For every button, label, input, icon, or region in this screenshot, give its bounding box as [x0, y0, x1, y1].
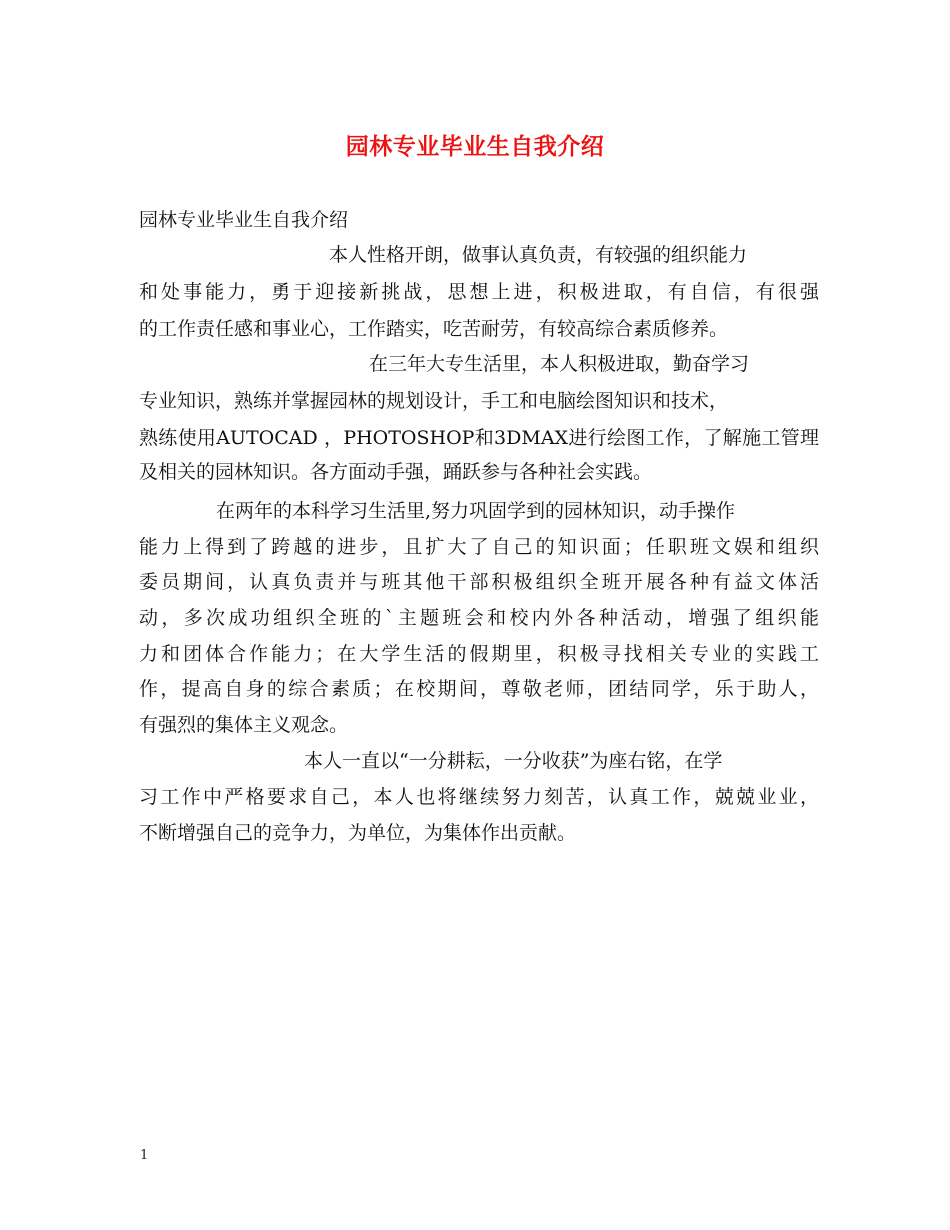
paragraph-line: 不断增强自己的竞争力，为单位，为集体作出贡献。 [139, 822, 577, 844]
paragraph-line: 有强烈的集体主义观念。 [139, 714, 349, 736]
paragraph-line: 的工作责任感和事业心，工作踏实，吃苦耐劳，有较高综合素质修养。 [139, 318, 729, 340]
paragraph-line: 专业知识，熟练并掌握园林的规划设计，手工和电脑绘图知识和技术， [139, 390, 729, 412]
paragraph-line: 委员期间，认真负责并与班其他干部积极组织全班开展各种有益文体活 [139, 571, 819, 593]
page-number: 1 [140, 1148, 149, 1163]
paragraph-line: 在两年的本科学习生活里,努力巩固学到的园林知识，动手操作 [216, 500, 736, 522]
paragraph-line: 本人一直以“一分耕耘，一分收获”为座右铭，在学 [304, 750, 723, 772]
paragraph-line: 能力上得到了跨越的进步，且扩大了自己的知识面；任职班文娱和组织 [139, 536, 819, 558]
paragraph-line: 和处事能力，勇于迎接新挑战，思想上进，积极进取，有自信，有很强 [139, 281, 819, 303]
paragraph-line: 熟练使用AUTOCAD ，PHOTOSHOP和3DMAX进行绘图工作，了解施工管理 [139, 427, 819, 449]
paragraph-line: 本人性格开朗，做事认真负责，有较强的组织能力 [329, 244, 748, 266]
paragraph-line: 力和团体合作能力；在大学生活的假期里，积极寻找相关专业的实践工 [139, 643, 819, 665]
document-title: 园林专业毕业生自我介绍 [345, 134, 605, 160]
paragraph-line: 动，多次成功组织全班的`主题班会和校内外各种活动，增强了组织能 [139, 607, 819, 629]
paragraph-line: 及相关的园林知识。各方面动手强，踊跃参与各种社会实践。 [139, 461, 653, 483]
document-heading: 园林专业毕业生自我介绍 [139, 209, 349, 231]
paragraph-line: 作，提高自身的综合素质；在校期间，尊敬老师，团结同学，乐于助人， [139, 678, 819, 700]
paragraph-line: 在三年大专生活里，本人积极进取，勤奋学习 [369, 353, 750, 375]
paragraph-line: 习工作中严格要求自己，本人也将继续努力刻苦，认真工作，兢兢业业， [139, 786, 819, 808]
